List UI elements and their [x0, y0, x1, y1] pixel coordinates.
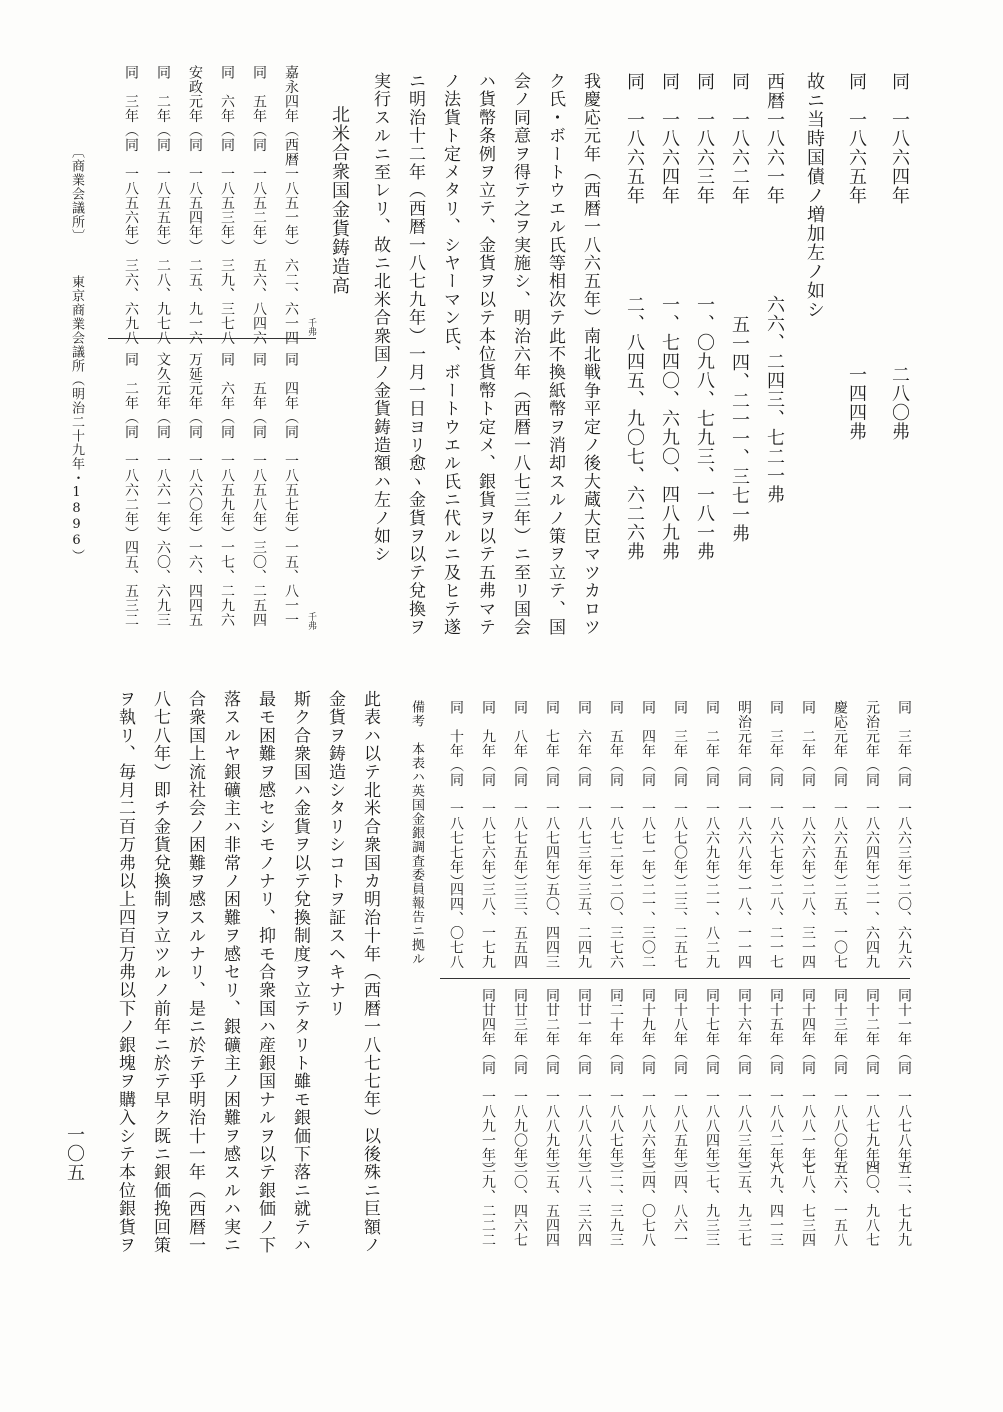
- table2-bottom-value-10: 二八、三六四: [576, 1160, 592, 1247]
- table2-top-label-12: 同 八年（同 一八七五年）: [512, 700, 528, 889]
- table1-left-label-3: 安政元年（同 一八五四年）: [187, 65, 203, 254]
- page-number: 一〇五: [64, 1125, 85, 1182]
- table1-left-value-1: 五六、八四六: [251, 258, 267, 345]
- table2-top-value-1: 二一、六四九: [864, 882, 880, 969]
- table2-bottom-value-4: 八九、四一三: [768, 1160, 784, 1247]
- debt-value-3: 一、七四〇、六九〇、四八九弗: [659, 295, 680, 561]
- debt-year-2: 同 一八六三年: [694, 72, 715, 205]
- table1-left-value-0: 六二、六一四: [283, 258, 299, 345]
- table2-top-value-13: 三八、一七九: [480, 882, 496, 969]
- table1-left-label-5: 同 三年（同 一八五六年）: [123, 65, 139, 254]
- table2-top-value-7: 二三、二五七: [672, 882, 688, 969]
- table2-bottom-label-8: 同十九年（同 一八八六年）: [640, 988, 656, 1177]
- table1-right-label-1: 同 五年（同 一八五八年）: [251, 352, 267, 541]
- table2-bottom-value-7: 二四、八六一: [672, 1160, 688, 1247]
- para2-line-0: 此表ハ以テ北米合衆国カ明治十年（西暦一八七七年）以後殊ニ巨額ノ: [360, 690, 380, 1255]
- debt-value-2: 一、〇九八、七九三、一八一弗: [694, 295, 715, 561]
- table2-top-label-5: 明治元年（同 一八六八年）: [736, 700, 752, 889]
- table1-right-value-0: 一五、八一一: [283, 540, 299, 627]
- table2-bottom-label-2: 同十三年（同 一八八〇年）: [832, 988, 848, 1177]
- table1-left-value-5: 三六、六九八: [123, 258, 139, 345]
- para1-line-1: ク氏・ボートウエル氏等相次テ此不換紙幣ヲ消却スルノ策ヲ立テ、国: [545, 72, 565, 637]
- para2-line-4: 落スルヤ銀礦主ハ非常ノ困難ヲ感セリ、銀礦主ノ困難ヲ感スルハ実ニ: [220, 690, 240, 1255]
- debt-value-1: 五一四、二一一、三七一弗: [729, 315, 750, 543]
- table2-top-label-10: 同 六年（同 一八七三年）: [576, 700, 592, 889]
- footer-right-label: 東京商業会議所（明治二十九年・1896）: [69, 275, 84, 563]
- table1-right-label-4: 文久元年（同 一八六一年）: [155, 352, 171, 541]
- table2-bottom-value-8: 三四、〇七八: [640, 1160, 656, 1247]
- table2-bottom-value-0: 五二、七九九: [896, 1160, 912, 1247]
- table1-title: 北米合衆国金貨鋳造高: [329, 105, 350, 295]
- debt-intro: 故ニ当時国債ノ増加左ノ如シ: [804, 72, 825, 319]
- table2-top-value-8: 二一、三〇二: [640, 882, 656, 969]
- table2-top-label-2: 慶応元年（同 一八六五年）: [832, 700, 848, 889]
- debt-year-0: 西暦一八六一年: [764, 72, 785, 205]
- table2-bottom-label-13: 同廿四年（同 一八九一年）: [480, 988, 496, 1177]
- table1-right-label-0: 同 四年（同 一八五七年）: [283, 352, 299, 541]
- table2-top-value-11: 五〇、四四三: [544, 882, 560, 969]
- table2-bottom-label-0: 同十一年（同 一八七八年）: [896, 988, 912, 1177]
- table1-left-value-3: 二五、九一六: [187, 258, 203, 345]
- table1-left-label-2: 同 六年（同 一八五三年）: [219, 65, 235, 254]
- top-list-year-0: 同 一八六四年: [889, 72, 910, 205]
- table2-top-label-14: 同 十年（同 一八七七年）: [448, 700, 464, 889]
- table1-right-label-3: 万延元年（同 一八六〇年）: [187, 352, 203, 541]
- para1-line-6: 実行スルニ至レリ、故ニ北米合衆国ノ金貨鋳造額ハ左ノ如シ: [370, 72, 390, 564]
- table2-bottom-value-12: 二〇、四六七: [512, 1160, 528, 1247]
- table2-top-label-0: 同 三年（同 一八六三年）: [896, 700, 912, 889]
- top-list-value-0: 二八〇弗: [889, 365, 910, 441]
- table1-unit-left: 千弗: [306, 318, 316, 336]
- para2-line-6: 八七八年）即チ金貨兌換制ヲ立ツルノ前年ニ於テ早ク既ニ銀価挽回策: [150, 690, 170, 1255]
- table2-bottom-value-9: 二二、三九三: [608, 1160, 624, 1247]
- para1-line-2: 会ノ同意ヲ得テ之ヲ実施シ、明治六年（西暦一八七三年）ニ至リ国会: [510, 72, 530, 637]
- table2-bottom-value-5: 三五、九三七: [736, 1160, 752, 1247]
- top-list-value-1: 一四四弗: [846, 365, 867, 441]
- table1-left-value-2: 三九、三七八: [219, 258, 235, 345]
- para2-line-5: 合衆国上流社会ノ困難ヲ感スルナリ、是ニ於テ乎明治十一年（西暦一: [185, 690, 205, 1255]
- table2-top-label-1: 元治元年（同 一八六四年）: [864, 700, 880, 889]
- footer-left-label: 〔商業会議所〕: [69, 145, 84, 243]
- table1-right-value-3: 一六、四四五: [187, 540, 203, 627]
- table2-bottom-label-9: 同二十年（同 一八八七年）: [608, 988, 624, 1177]
- para2-line-7: ヲ執リ、毎月二百万弗以上四百万弗以下ノ銀塊ヲ購入シテ本位銀貨ヲ: [115, 690, 135, 1255]
- para1-line-4: ノ法貨ト定メタリ、シヤーマン氏、ボートウエル氏ニ代ルニ及ヒテ遂: [440, 72, 460, 637]
- table2-bottom-label-7: 同十八年（同 一八八五年）: [672, 988, 688, 1177]
- table2-top-value-10: 三五、二四九: [576, 882, 592, 969]
- table2-top-value-4: 二八、二一七: [768, 882, 784, 969]
- table2-bottom-label-3: 同十四年（同 一八八一年）: [800, 988, 816, 1177]
- debt-year-3: 同 一八六四年: [659, 72, 680, 205]
- table2-top-label-4: 同 三年（同 一八六七年）: [768, 700, 784, 889]
- table2-top-label-13: 同 九年（同 一八七六年）: [480, 700, 496, 889]
- table1-left-label-1: 同 五年（同 一八五二年）: [251, 65, 267, 254]
- table2-top-label-11: 同 七年（同 一八七四年）: [544, 700, 560, 889]
- table1-right-label-2: 同 六年（同 一八五九年）: [219, 352, 235, 541]
- table2-top-value-6: 二一、八二九: [704, 882, 720, 969]
- table2-bottom-label-11: 同廿二年（同 一八八九年）: [544, 988, 560, 1177]
- table2-top-label-9: 同 五年（同 一八七二年）: [608, 700, 624, 889]
- debt-value-4: 二、八四五、九〇七、六二六弗: [624, 295, 645, 561]
- table2-note: 備考 本表ハ英国金銀調査委員報告ニ拠ル: [409, 700, 424, 966]
- table2-bottom-label-1: 同十二年（同 一八七九年）: [864, 988, 880, 1177]
- table2-top-label-7: 同 三年（同 一八七〇年）: [672, 700, 688, 889]
- table2-top-value-9: 二〇、三七六: [608, 882, 624, 969]
- table2-bottom-value-13: 二九、二二二: [480, 1160, 496, 1247]
- table2-bottom-value-2: 五六、一五八: [832, 1160, 848, 1247]
- table1-right-value-4: 六〇、六九三: [155, 540, 171, 627]
- para2-line-1: 金貨ヲ鋳造シタリシコトヲ証スヘキナリ: [325, 690, 345, 1018]
- table2-top-value-0: 二〇、六九六: [896, 882, 912, 969]
- para1-line-5: ニ明治十二年（西暦一八七九年）一月一日ヨリ愈ヽ金貨ヲ以テ兌換ヲ: [405, 72, 425, 637]
- debt-year-1: 同 一八六二年: [729, 72, 750, 205]
- table2-bottom-value-11: 二五、五四四: [544, 1160, 560, 1247]
- table1-left-value-4: 二八、九七八: [155, 258, 171, 345]
- table2-top-value-5: 一八、一一四: [736, 882, 752, 969]
- table2-top-value-2: 二五、一〇七: [832, 882, 848, 969]
- table2-top-value-14: 四四、〇七八: [448, 882, 464, 969]
- table1-left-label-0: 嘉永四年（西暦一八五一年）: [283, 65, 299, 254]
- table1-left-label-4: 同 二年（同 一八五五年）: [155, 65, 171, 254]
- table2-bottom-label-12: 同廿三年（同 一八九〇年）: [512, 988, 528, 1177]
- table2-bottom-label-10: 同廿一年（同 一八八八年）: [576, 988, 592, 1177]
- table1-right-value-1: 三〇、二五四: [251, 540, 267, 627]
- table2-bottom-value-6: 二七、九三三: [704, 1160, 720, 1247]
- para2-line-3: 最モ困難ヲ感セシモノナリ、抑モ合衆国ハ産銀国ナルヲ以テ銀価ノ下: [255, 690, 275, 1255]
- table2-bottom-value-3: 七八、七三四: [800, 1160, 816, 1247]
- table2-bottom-label-4: 同十五年（同 一八八二年）: [768, 988, 784, 1177]
- debt-year-4: 同 一八六五年: [624, 72, 645, 205]
- para2-line-2: 斯ク合衆国ハ金貨ヲ以テ兌換制度ヲ立テタリト雖モ銀価下落ニ就テハ: [290, 690, 310, 1255]
- para1-line-3: ハ貨幣条例ヲ立テ、金貨ヲ以テ本位貨幣ト定メ、銀貨ヲ以テ五弗マテ: [475, 72, 495, 637]
- table2-top-label-3: 同 二年（同 一八六六年）: [800, 700, 816, 889]
- table2-top-label-8: 同 四年（同 一八七一年）: [640, 700, 656, 889]
- para1-line-0: 我慶応元年（西暦一八六五年）南北戦争平定ノ後大蔵大臣マツカロツ: [580, 72, 600, 637]
- table1-unit-right: 千弗: [306, 612, 316, 630]
- table2-top-label-6: 同 二年（同 一八六九年）: [704, 700, 720, 889]
- table1-right-value-5: 四五、五三二: [123, 540, 139, 627]
- table2-bottom-label-6: 同十七年（同 一八八四年）: [704, 988, 720, 1177]
- debt-value-0: 六六、二四三、七二一弗: [764, 295, 785, 504]
- table2-mid-rule: [440, 978, 910, 979]
- top-list-year-1: 同 一八六五年: [846, 72, 867, 205]
- table2-top-value-3: 二八、三一四: [800, 882, 816, 969]
- table1-right-label-5: 同 二年（同 一八六二年）: [123, 352, 139, 541]
- table1-right-value-2: 一七、二九六: [219, 540, 235, 627]
- table2-bottom-label-5: 同十六年（同 一八八三年）: [736, 988, 752, 1177]
- table2-bottom-value-1: 四〇、九八七: [864, 1160, 880, 1247]
- table2-top-value-12: 三三、五五四: [512, 882, 528, 969]
